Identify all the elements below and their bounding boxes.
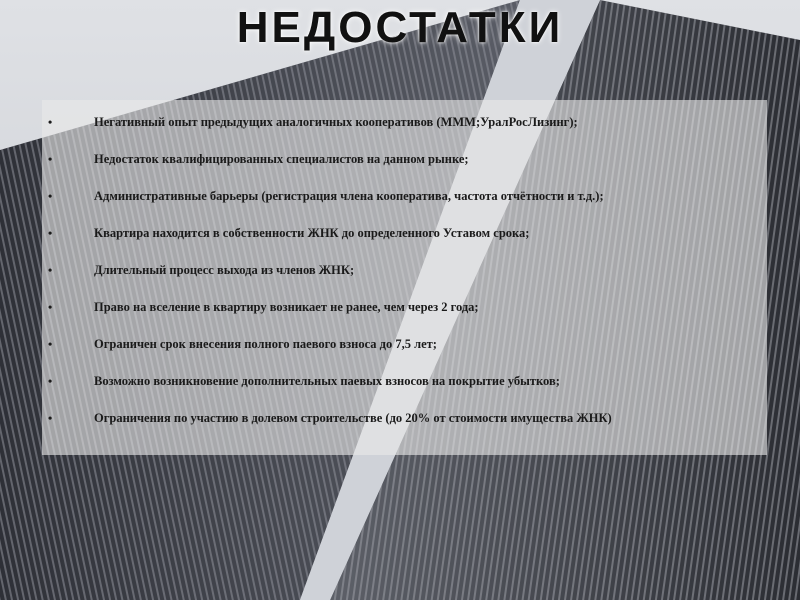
bullet-icon: • bbox=[48, 411, 53, 425]
list-item-text: Право на вселение в квартиру возникает не ранее, чем через 2 года; bbox=[94, 300, 479, 314]
list-item bbox=[42, 141, 767, 178]
bullet-icon: • bbox=[48, 189, 53, 203]
list-item bbox=[42, 215, 767, 252]
list-item-text: Недостаток квалифицированных специалистов на данном рынке; bbox=[94, 152, 469, 166]
content-panel bbox=[42, 100, 767, 455]
bullet-icon: • bbox=[48, 300, 53, 314]
bullet-icon: • bbox=[48, 226, 53, 240]
bullet-icon: • bbox=[48, 152, 53, 166]
list-item bbox=[42, 104, 767, 141]
bullet-icon: • bbox=[48, 374, 53, 388]
list-item-text: Длительный процесс выхода из членов ЖНК; bbox=[94, 263, 355, 277]
slide-title: НЕДОСТАТКИ bbox=[236, 3, 564, 52]
list-item bbox=[42, 289, 767, 326]
list-item-text: Негативный опыт предыдущих аналогичных кооперативов (МММ;УралРосЛизинг); bbox=[94, 115, 578, 129]
list-item-text: Возможно возникновение дополнительных паевых взносов на покрытие убытков; bbox=[94, 374, 560, 388]
list-item bbox=[42, 326, 767, 363]
disadvantages-list bbox=[42, 104, 767, 437]
list-item bbox=[42, 363, 767, 400]
bullet-icon: • bbox=[48, 337, 53, 351]
list-item bbox=[42, 400, 767, 437]
list-item-text: Ограничен срок внесения полного паевого взноса до 7,5 лет; bbox=[94, 337, 437, 351]
list-item-text: Квартира находится в собственности ЖНК до определенного Уставом срока; bbox=[94, 226, 530, 240]
list-item bbox=[42, 178, 767, 215]
list-item-text: Ограничения по участию в долевом строительстве (до 20% от стоимости имущества ЖНК) bbox=[94, 411, 612, 425]
list-item-text: Административные барьеры (регистрация члена кооператива, частота отчётности и т.д.); bbox=[94, 189, 604, 203]
bullet-icon: • bbox=[48, 263, 53, 277]
list-item bbox=[42, 252, 767, 289]
bullet-icon: • bbox=[48, 115, 53, 129]
